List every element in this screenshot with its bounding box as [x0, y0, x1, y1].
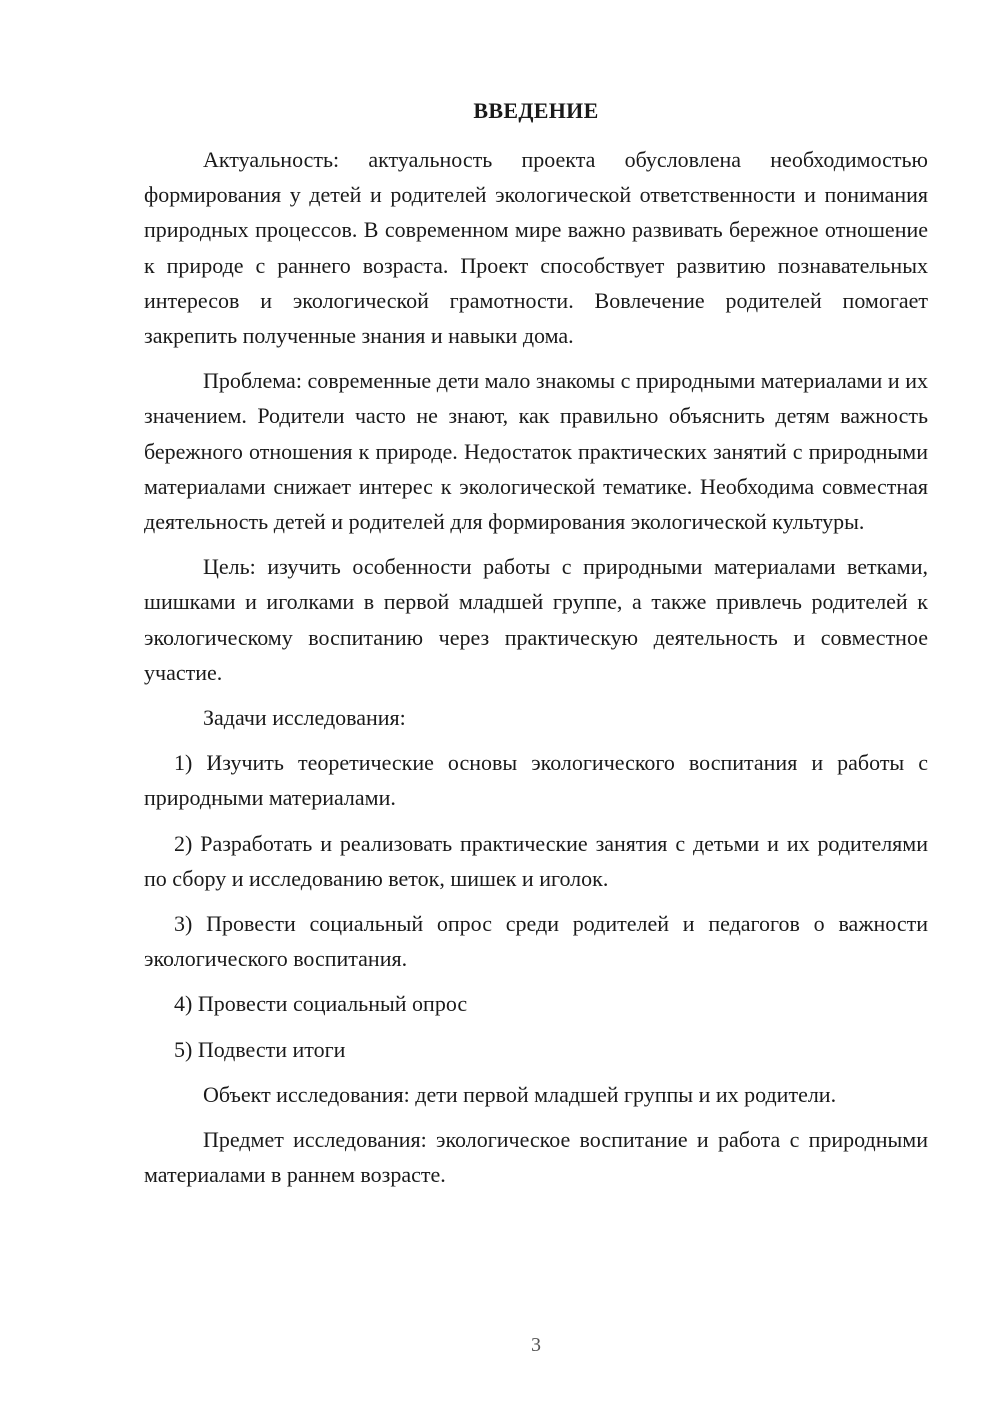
task-item-4: 4) Провести социальный опрос	[174, 991, 468, 1017]
paragraph-object: Объект исследования: дети первой младшей группы и их родители.	[203, 1081, 837, 1107]
paragraph-problem: Проблема: современные дети мало знакомы с природными материалами и их значением. Родители часто не знают, как правильно объяснить детям важность бережного отношения к природе. Недостаток практических занятий с природными материалами снижает интерес к экологической тематике. Необходима совместная деятельность детей и родителей для формирования экологической культуры.	[144, 368, 928, 535]
paragraph-relevance: Актуальность: актуальность проекта обусловлена необходимостью формирования у детей и родителей экологической ответственности и понимания природных процессов. В современном мире важно развивать бережное отношение к природе с раннего возраста. Проект способствует развитию познавательных интересов и экологической грамотности. Вовлечение родителей помогает закрепить полученные знания и навыки дома.	[144, 147, 928, 349]
task-item-3: 3) Провести социальный опрос среди родителей и педагогов о важности экологического воспитания.	[144, 911, 928, 972]
document-body	[144, 142, 928, 1192]
page-number: 3	[531, 1334, 541, 1356]
task-item-5: 5) Подвести итоги	[174, 1036, 346, 1062]
tasks-heading: Задачи исследования:	[203, 705, 406, 731]
task-item-1: 1) Изучить теоретические основы экологического воспитания и работы с природными материалами.	[144, 750, 928, 811]
paragraph-subject: Предмет исследования: экологическое воспитание и работа с природными материалами в раннем возрасте.	[144, 1127, 928, 1188]
paragraph-goal: Цель: изучить особенности работы с природными материалами ветками, шишками и иголками в первой младшей группе, а также привлечь родителей к экологическому воспитанию через практическую деятельность и совместное участие.	[144, 554, 928, 685]
page-title: ВВЕДЕНИЕ	[473, 98, 599, 123]
task-item-2: 2) Разработать и реализовать практические занятия с детьми и их родителями по сбору и исследованию веток, шишек и иголок.	[144, 830, 928, 891]
